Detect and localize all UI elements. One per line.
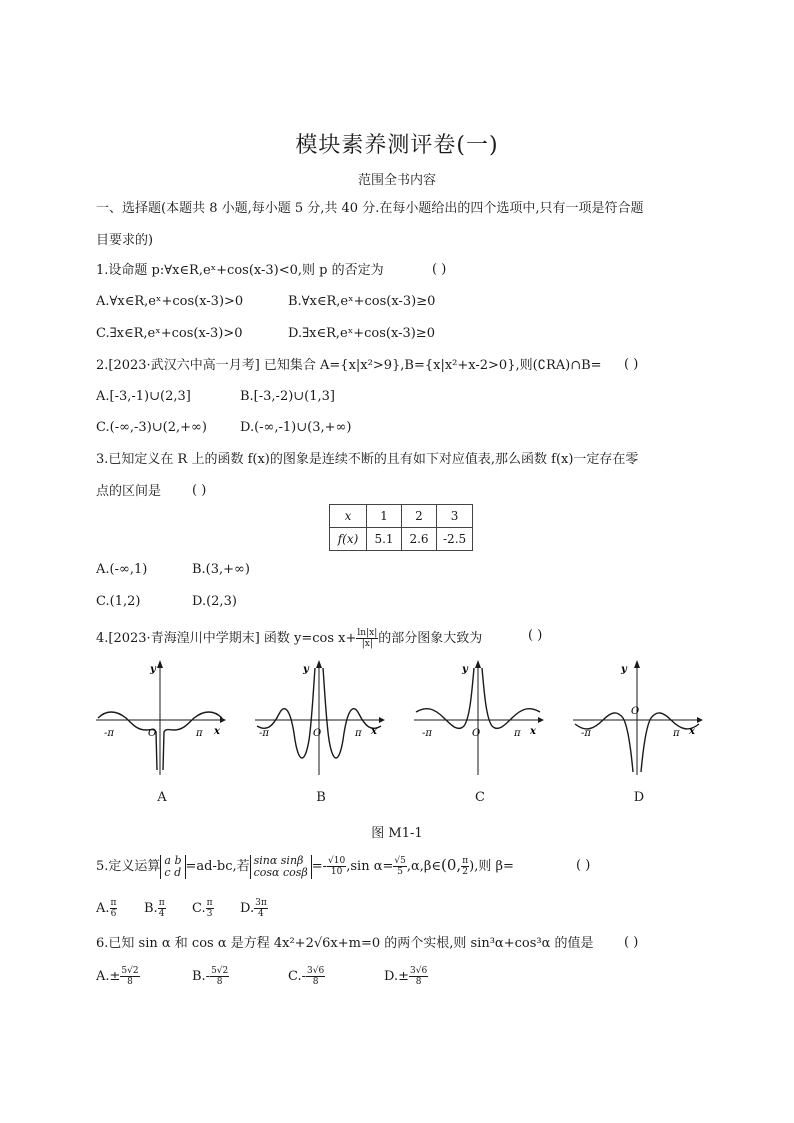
- graph-b: [255, 660, 385, 780]
- x-label: x: [689, 726, 695, 737]
- option-prefix: D.: [240, 901, 255, 916]
- q3-option-d: D.(2,3): [192, 594, 237, 609]
- y-axis-arrow-icon: [157, 660, 163, 668]
- neg-pi-label: -π: [259, 728, 269, 739]
- origin-label: O: [148, 728, 157, 739]
- frac-den: 8: [312, 977, 319, 987]
- table-cell: 2.6: [402, 528, 437, 551]
- pi-label: π: [673, 728, 680, 739]
- frac-num: π: [462, 856, 469, 866]
- option-prefix: C.-: [288, 969, 307, 984]
- x-label: x: [214, 726, 220, 737]
- option-fraction: [254, 898, 268, 919]
- table-cell: 3: [437, 505, 473, 528]
- q1-option-a: A.∀x∈R,eˣ+cos(x-3)>0: [96, 294, 244, 309]
- option-prefix: B.-: [192, 969, 211, 984]
- y-label: y: [621, 664, 627, 675]
- x-axis-arrow-icon: [379, 717, 385, 723]
- q6-option-c: [288, 966, 325, 987]
- origin-label: O: [313, 728, 322, 739]
- q3-option-c: C.(1,2): [96, 594, 141, 609]
- q2-option-d: D.(-∞,-1)∪(3,+∞): [240, 420, 352, 435]
- q5-option-c: [192, 898, 214, 919]
- frac-den: 10: [330, 867, 343, 877]
- q5-option-a: [96, 898, 117, 919]
- frac-num: 5√2: [121, 966, 139, 976]
- q2-answer-paren: ( ): [624, 357, 639, 372]
- option-fraction: [306, 966, 325, 987]
- option-fraction: [110, 898, 118, 919]
- option-prefix: D.±: [384, 969, 409, 984]
- q5-interval-left: (0,: [441, 856, 462, 874]
- q5-mid: =ad-bc,若: [185, 859, 250, 874]
- q2-option-b: B.[-3,-2)∪(1,3]: [240, 389, 335, 404]
- frac-den: 8: [415, 977, 422, 987]
- y-axis-arrow-icon: [316, 660, 322, 668]
- graph-c-label: C: [475, 790, 485, 805]
- table-cell: 5.1: [367, 528, 402, 551]
- table-row: [330, 505, 473, 528]
- frac-den: 6: [110, 909, 117, 919]
- option-prefix: B.: [144, 901, 158, 916]
- table-cell: 2: [402, 505, 437, 528]
- det-row: a b: [164, 853, 182, 867]
- x-label: x: [530, 726, 536, 737]
- frac-num: π: [158, 898, 165, 908]
- q5-mid2: ,sin α=: [346, 859, 394, 874]
- frac-num: 3√6: [409, 966, 428, 976]
- graph-d: [573, 660, 703, 780]
- option-prefix: A.±: [96, 969, 121, 984]
- q1-stem: 1.设命题 p:∀x∈R,eˣ+cos(x-3)<0,则 p 的否定为: [96, 263, 384, 278]
- q5-option-d: [240, 898, 268, 919]
- q5-answer-paren: ( ): [576, 858, 591, 873]
- q5-determinant-1: [160, 855, 185, 879]
- frac-den: 5: [397, 867, 403, 877]
- option-prefix: A.: [96, 901, 110, 916]
- section-heading-line2: 目要求的): [96, 233, 154, 248]
- frac-num: π: [206, 898, 213, 908]
- q6-answer-paren: ( ): [624, 935, 639, 950]
- q2-option-c: C.(-∞,-3)∪(2,+∞): [96, 420, 207, 435]
- y-label: y: [462, 664, 468, 675]
- frac-den: 3: [206, 909, 213, 919]
- q3-option-a: A.(-∞,1): [96, 562, 148, 577]
- q4-stem-post: 的部分图象大致为: [378, 631, 483, 646]
- q5-option-b: [144, 898, 166, 919]
- q6-option-b: [192, 966, 229, 987]
- q1-option-b: B.∀x∈R,eˣ+cos(x-3)≥0: [288, 294, 436, 309]
- q3-stem-line1: 3.已知定义在 R 上的函数 f(x)的图象是连续不断的且有如下对应值表,那么函数 f(x)一定存在零: [96, 452, 639, 467]
- figure-caption: 图 M1-1: [371, 826, 423, 841]
- x-label: x: [371, 726, 377, 737]
- y-label: y: [150, 664, 156, 675]
- graph-a-label: A: [157, 790, 167, 805]
- frac-den: 8: [216, 977, 223, 987]
- frac-den: 4: [158, 909, 165, 919]
- graph-a: [96, 660, 226, 780]
- q6-option-a: [96, 966, 140, 987]
- graph-d-label: D: [633, 790, 645, 805]
- pi-label: π: [196, 728, 203, 739]
- x-axis-arrow-icon: [538, 717, 544, 723]
- section-heading-line1: 一、选择题(本题共 8 小题,每小题 5 分,共 40 分.在每小题给出的四个选项中,只有一项是符合题: [96, 201, 644, 216]
- frac-num: √5: [394, 856, 406, 866]
- q2-option-a: A.[-3,-1)∪(2,3]: [96, 389, 191, 404]
- q5-determinant-2: [250, 855, 312, 879]
- q5-frac1: [327, 856, 346, 877]
- x-axis-arrow-icon: [697, 717, 703, 723]
- q1-option-c: C.∃x∈R,eˣ+cos(x-3)>0: [96, 326, 243, 341]
- q5-interval-right: ),则 β=: [469, 859, 514, 874]
- q4-frac-num: ln|x|: [357, 628, 378, 638]
- y-axis-arrow-icon: [475, 660, 481, 668]
- q1-answer-paren: ( ): [432, 262, 447, 277]
- table-cell: x: [330, 505, 367, 528]
- q3-stem-line2: 点的区间是: [96, 484, 162, 499]
- neg-pi-label: -π: [581, 728, 591, 739]
- frac-num: π: [110, 898, 117, 908]
- option-fraction: [206, 898, 214, 919]
- det-row: sinα sinβ: [253, 853, 304, 867]
- option-fraction: [409, 966, 428, 987]
- graph-b-label: B: [316, 790, 326, 805]
- option-prefix: C.: [192, 901, 206, 916]
- table-row: [330, 528, 473, 551]
- option-fraction: [210, 966, 229, 987]
- q4-answer-paren: ( ): [528, 628, 543, 643]
- q3-answer-paren: ( ): [192, 483, 207, 498]
- option-fraction: [158, 898, 166, 919]
- page-subtitle: 范围全书内容: [357, 173, 436, 188]
- q4-fraction: [356, 628, 378, 649]
- origin-label: O: [472, 728, 481, 739]
- det-row: cosα cosβ: [253, 865, 308, 879]
- neg-pi-label: -π: [104, 728, 114, 739]
- q5-stem: [96, 852, 514, 880]
- q4-frac-den: |x|: [361, 639, 373, 649]
- frac-num: √10: [328, 856, 346, 866]
- graph-c: [414, 660, 544, 780]
- q5-pre: 5.定义运算: [96, 859, 161, 874]
- frac-den: 4: [258, 909, 264, 919]
- value-table: [329, 504, 473, 551]
- det-row: c d: [164, 865, 182, 879]
- neg-pi-label: -π: [422, 728, 432, 739]
- frac-num: 3π: [255, 898, 267, 908]
- q1-option-d: D.∃x∈R,eˣ+cos(x-3)≥0: [288, 326, 435, 341]
- q3-option-b: B.(3,+∞): [192, 562, 250, 577]
- q5-mid3: ,α,β∈: [406, 859, 442, 874]
- q2-stem: 2.[2023·武汉六中高一月考] 已知集合 A={x|x²>9},B={x|x²+x-2>0},则(∁RA)∩B=: [96, 358, 602, 373]
- q5-frac2: [393, 856, 406, 877]
- q5-eq: =-: [311, 859, 328, 874]
- pi-label: π: [355, 728, 362, 739]
- table-cell: 1: [367, 505, 402, 528]
- q4-stem-pre: 4.[2023·青海湟川中学期末] 函数 y=cos x+: [96, 631, 357, 646]
- option-fraction: [120, 966, 139, 987]
- frac-num: 3√6: [307, 966, 325, 976]
- y-label: y: [303, 664, 309, 675]
- y-axis-arrow-icon: [634, 660, 640, 668]
- table-cell: f(x): [330, 528, 367, 551]
- q5-frac3: [461, 856, 469, 877]
- pi-label: π: [514, 728, 521, 739]
- q6-option-d: [384, 966, 428, 987]
- table-cell: -2.5: [437, 528, 473, 551]
- frac-num: 5√2: [211, 966, 229, 976]
- origin-label: O: [631, 706, 640, 717]
- frac-den: 8: [127, 977, 133, 987]
- q6-stem: 6.已知 sin α 和 cos α 是方程 4x²+2√6x+m=0 的两个实根,则 sin³α+cos³α 的值是: [96, 936, 594, 951]
- frac-den: 2: [462, 867, 469, 877]
- page-title: 模块素养测评卷(一): [295, 133, 499, 158]
- q4-stem: [96, 628, 482, 649]
